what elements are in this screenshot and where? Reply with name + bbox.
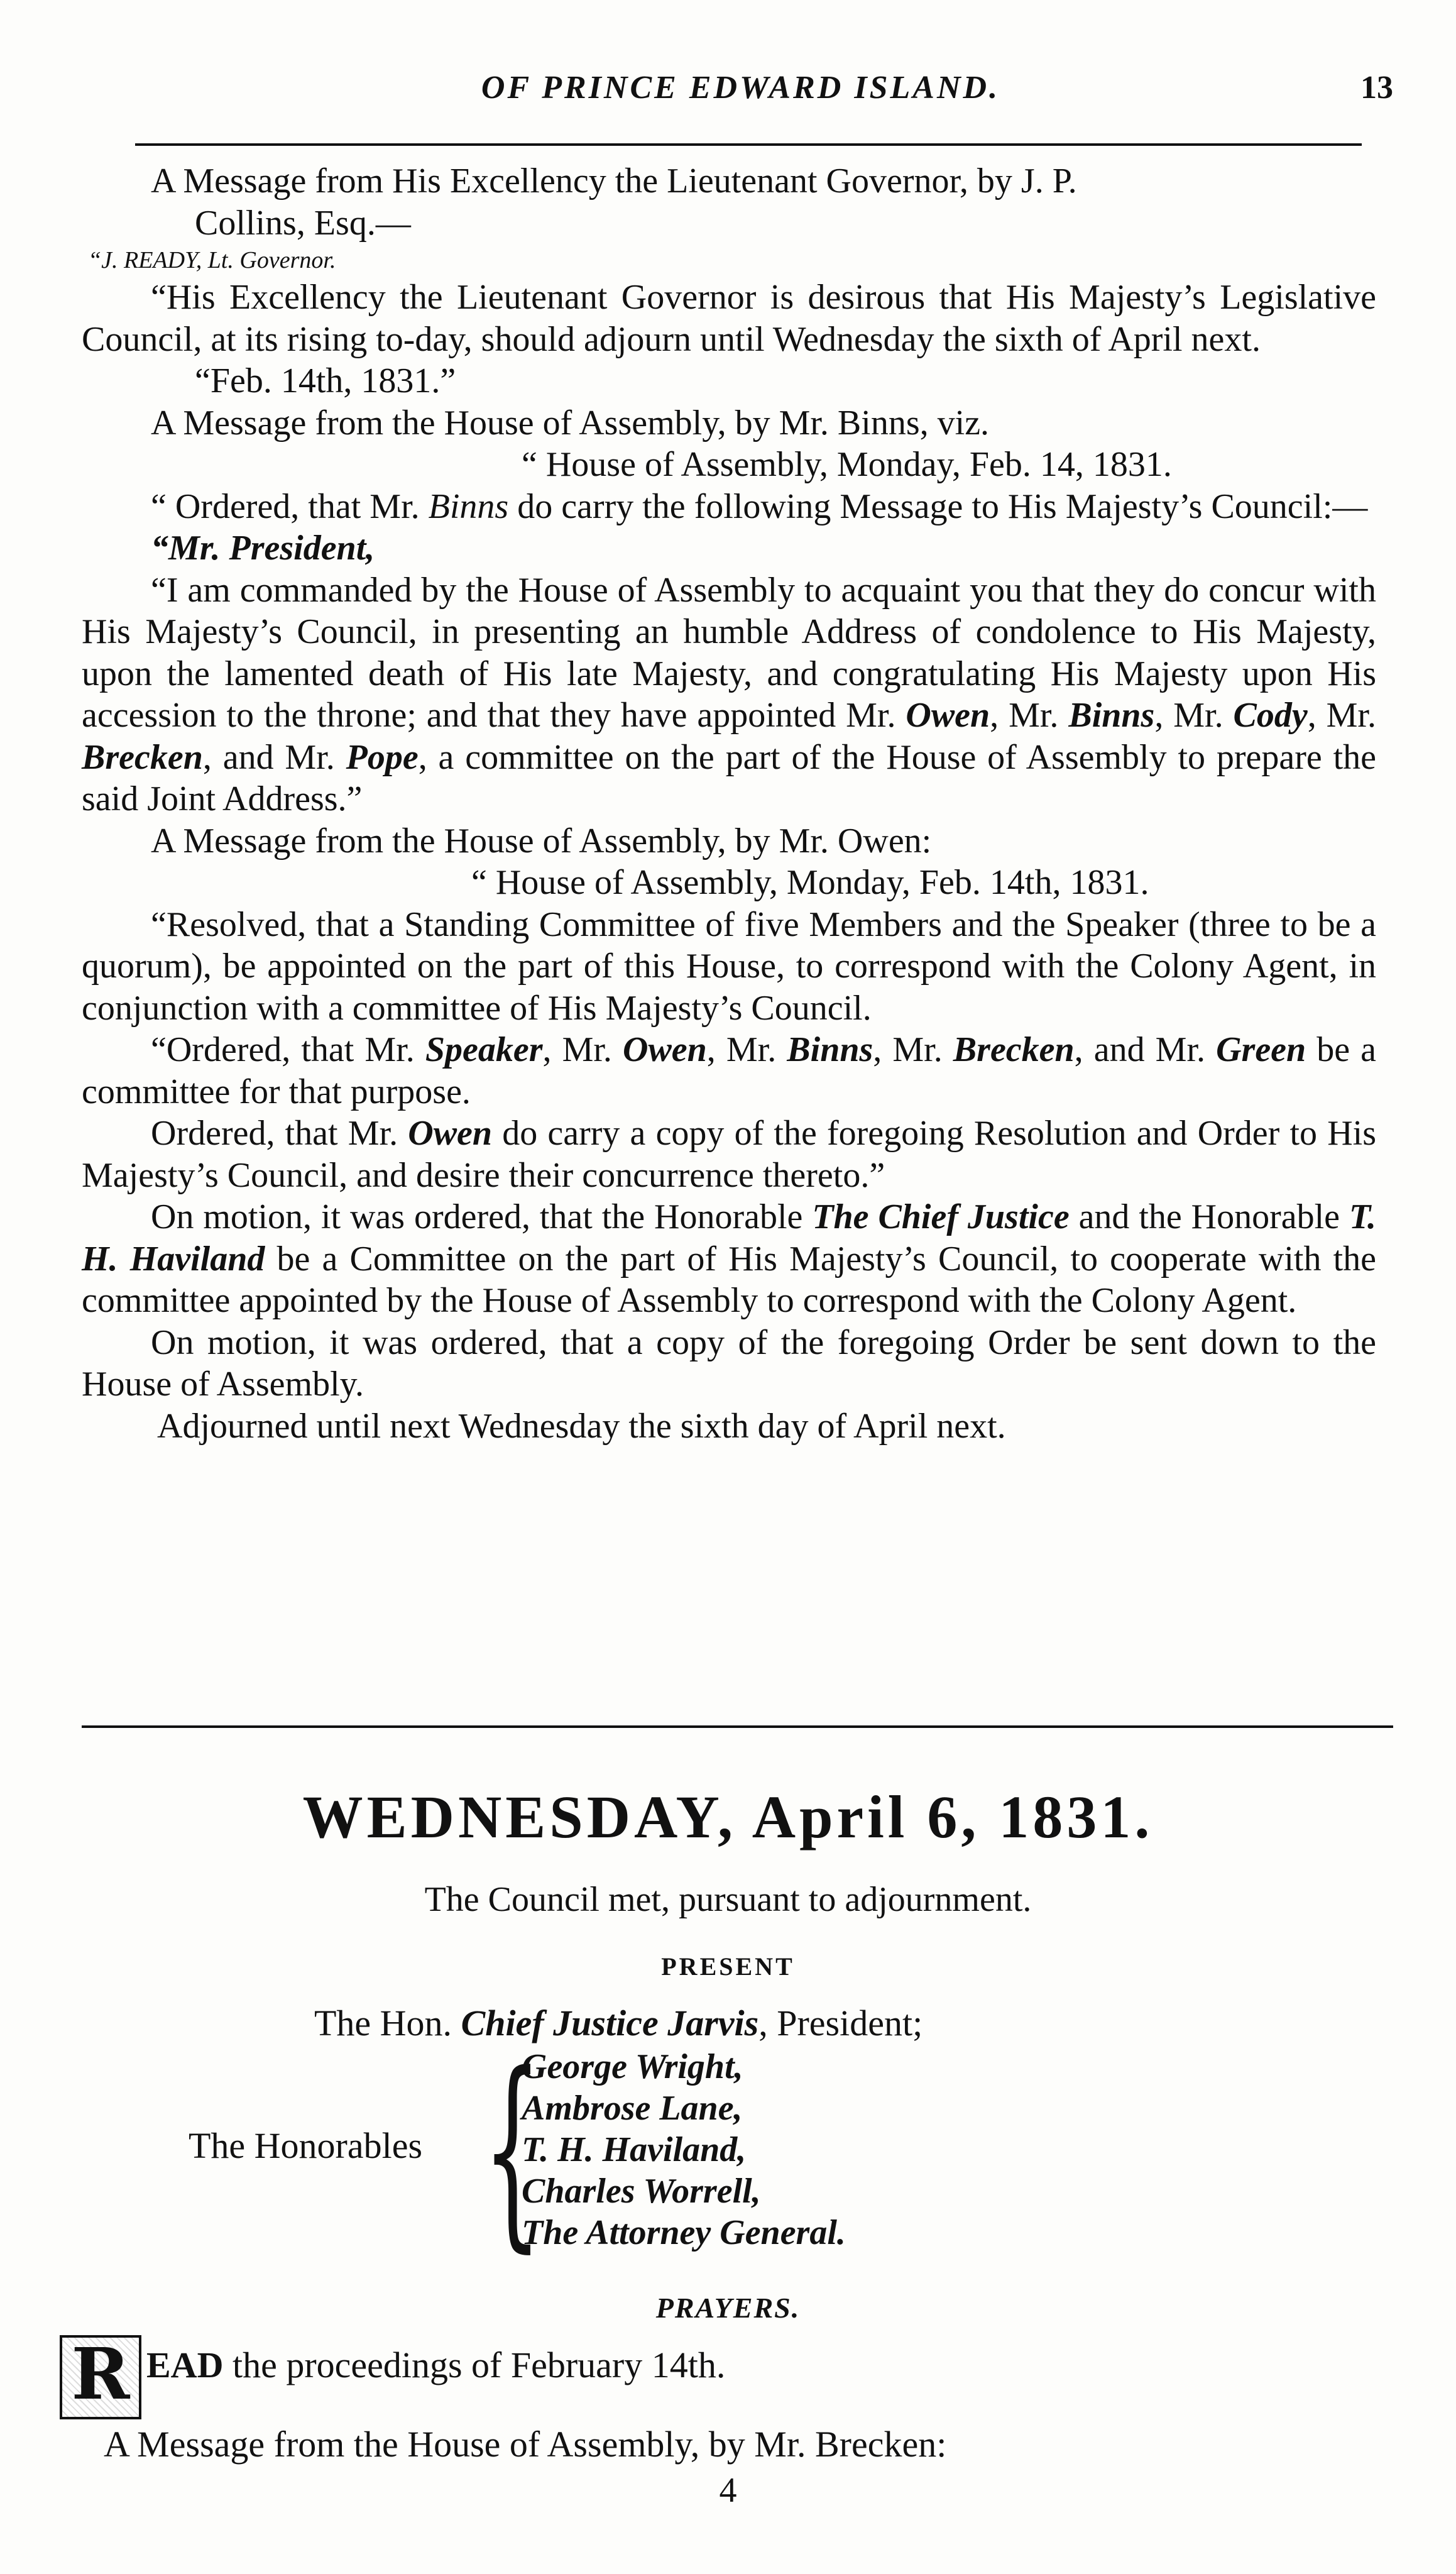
paragraph: On motion, it was ordered, that a copy of the foregoing Order be sent down to the House of Assembly. bbox=[82, 1323, 1376, 1404]
date-line: “Feb. 14th, 1831.” bbox=[195, 361, 456, 400]
council-met-line: The Council met, pursuant to adjournment. bbox=[424, 1880, 1032, 1919]
paragraph bbox=[82, 1113, 1376, 1196]
address-line: “ House of Assembly, Monday, Feb. 14, 1831. bbox=[522, 445, 1172, 484]
honorables-label: The Honorables bbox=[189, 2125, 423, 2166]
paragraph: “Resolved, that a Standing Committee of five Members and the Speaker (three to be a quorum), be appointed on the part of this House, to correspond with the Colony Agent, in conjunction with a committee of His Majesty’s Council. bbox=[82, 905, 1376, 1028]
address-line: “ House of Assembly, Monday, Feb. 14th, 1831. bbox=[471, 863, 1149, 902]
header-rule bbox=[135, 143, 1362, 146]
name-emphasis: Owen bbox=[906, 696, 990, 735]
text-run: , Mr. bbox=[990, 696, 1069, 735]
present-heading: PRESENT bbox=[661, 1952, 795, 1981]
text-run bbox=[146, 2345, 725, 2385]
prayers-heading: PRAYERS. bbox=[655, 2292, 801, 2324]
text-run: , President; bbox=[758, 2003, 923, 2043]
paragraph bbox=[82, 486, 1376, 528]
president-line bbox=[314, 2002, 922, 2044]
paragraph bbox=[82, 1029, 1376, 1113]
text-run: do carry a copy of the foregoing Resolution and Order to His Majesty’s Council, and desire their concurrence thereto.” bbox=[82, 1114, 1376, 1195]
name-emphasis: Binns bbox=[1068, 696, 1155, 735]
signature-line: “J. READY, Lt. Governor. bbox=[88, 247, 336, 273]
paragraph: “His Excellency the Lieutenant Governor is desirous that His Majesty’s Legislative Council, at its rising to-day, should adjourn until Wednesday the sixth of April next. bbox=[82, 278, 1376, 359]
paragraph bbox=[82, 1196, 1376, 1322]
paragraph: A Message from the House of Assembly, by Mr. Binns, viz. bbox=[151, 403, 990, 443]
text-run: , and Mr. bbox=[202, 737, 346, 777]
drop-cap: R bbox=[60, 2335, 141, 2419]
paragraph-text: Collins, Esq.— bbox=[195, 203, 411, 243]
paragraph: Adjourned until next Wednesday the sixth day of April next. bbox=[157, 1406, 1006, 1446]
running-head: OF PRINCE EDWARD ISLAND. bbox=[481, 70, 1000, 106]
text-run: , Mr. bbox=[1307, 696, 1376, 735]
text-run: , Mr. bbox=[1154, 696, 1234, 735]
text-run: “ Ordered, that Mr. bbox=[151, 487, 429, 526]
name-emphasis: Chief Justice Jarvis bbox=[461, 2003, 759, 2043]
page-header bbox=[82, 69, 1399, 126]
message-line: A Message from the House of Assembly, by Mr. Brecken: bbox=[104, 2424, 947, 2465]
paragraph bbox=[82, 160, 1376, 244]
name-emphasis: Owen bbox=[623, 1030, 707, 1069]
name-emphasis: Speaker bbox=[425, 1030, 543, 1069]
text-run: , and Mr. bbox=[1074, 1030, 1217, 1069]
list-item: The Attorney General. bbox=[522, 2213, 846, 2252]
paragraph-text: A Message from His Excellency the Lieutenant Governor, by J. P. bbox=[151, 162, 1077, 201]
body-text bbox=[82, 160, 1376, 1447]
name-emphasis: Binns bbox=[428, 487, 509, 526]
list-item: Charles Worrell, bbox=[522, 2172, 761, 2211]
name-emphasis: Pope bbox=[346, 737, 419, 777]
curly-brace-icon: { bbox=[483, 2029, 542, 2270]
honorables-list bbox=[522, 2046, 846, 2253]
text-run: EAD bbox=[146, 2345, 224, 2385]
name-emphasis: Brecken bbox=[82, 737, 203, 777]
list-item: George Wright, bbox=[522, 2047, 743, 2086]
text-run: , Mr. bbox=[873, 1030, 953, 1069]
name-emphasis: T. H. Haviland bbox=[82, 1197, 1376, 1279]
signature-mark: 4 bbox=[719, 2471, 737, 2510]
text-run: “I am commanded by the House of Assembly to acquaint you that they do concur with His Majesty’s Council, in presenting an humble Address of condolence to His Majesty, upon the lamented death of His late Majesty, and congratulating His Majesty upon His accession to the throne; and that they have appointed Mr. bbox=[82, 570, 1376, 735]
salutation bbox=[82, 527, 1376, 569]
name-emphasis: Owen bbox=[408, 1114, 493, 1153]
name-emphasis: Green bbox=[1216, 1030, 1306, 1069]
name-emphasis: Binns bbox=[787, 1030, 873, 1069]
text-run: On motion, it was ordered, that the Honorable bbox=[151, 1197, 813, 1236]
page-number: 13 bbox=[1360, 70, 1393, 106]
section-title: WEDNESDAY, April 6, 1831. bbox=[302, 1783, 1154, 1851]
text-run: the proceedings of February 14th. bbox=[223, 2345, 726, 2385]
paragraph bbox=[82, 569, 1376, 820]
salutation-text: “Mr. President, bbox=[151, 529, 375, 568]
list-item: Ambrose Lane, bbox=[522, 2089, 743, 2128]
name-emphasis: Brecken bbox=[953, 1030, 1075, 1069]
text-run: be a Committee on the part of His Majesty’s Council, to cooperate with the committee appointed by the House of Assembly to correspond with the Colony Agent. bbox=[82, 1239, 1377, 1320]
text-run: , Mr. bbox=[542, 1030, 623, 1069]
read-proceedings-line bbox=[60, 2335, 725, 2419]
text-run: , Mr. bbox=[706, 1030, 787, 1069]
text-run: be a committee for that purpose. bbox=[82, 1030, 1377, 1111]
text-run: , a committee on the part of the House of Assembly to prepare the said Joint Address.” bbox=[82, 737, 1376, 818]
name-emphasis: Cody bbox=[1233, 696, 1308, 735]
text-run: and the Honorable bbox=[1069, 1197, 1349, 1236]
text-run: “Ordered, that Mr. bbox=[151, 1030, 425, 1069]
list-item: T. H. Haviland, bbox=[522, 2130, 747, 2169]
paragraph: A Message from the House of Assembly, by Mr. Owen: bbox=[151, 821, 932, 861]
text-run: Ordered, that Mr. bbox=[151, 1114, 408, 1153]
text-run: The Hon. bbox=[314, 2003, 461, 2043]
text-run: do carry the following Message to His Majesty’s Council:— bbox=[508, 487, 1368, 526]
name-emphasis: The Chief Justice bbox=[812, 1197, 1070, 1236]
section-divider bbox=[82, 1725, 1393, 1728]
